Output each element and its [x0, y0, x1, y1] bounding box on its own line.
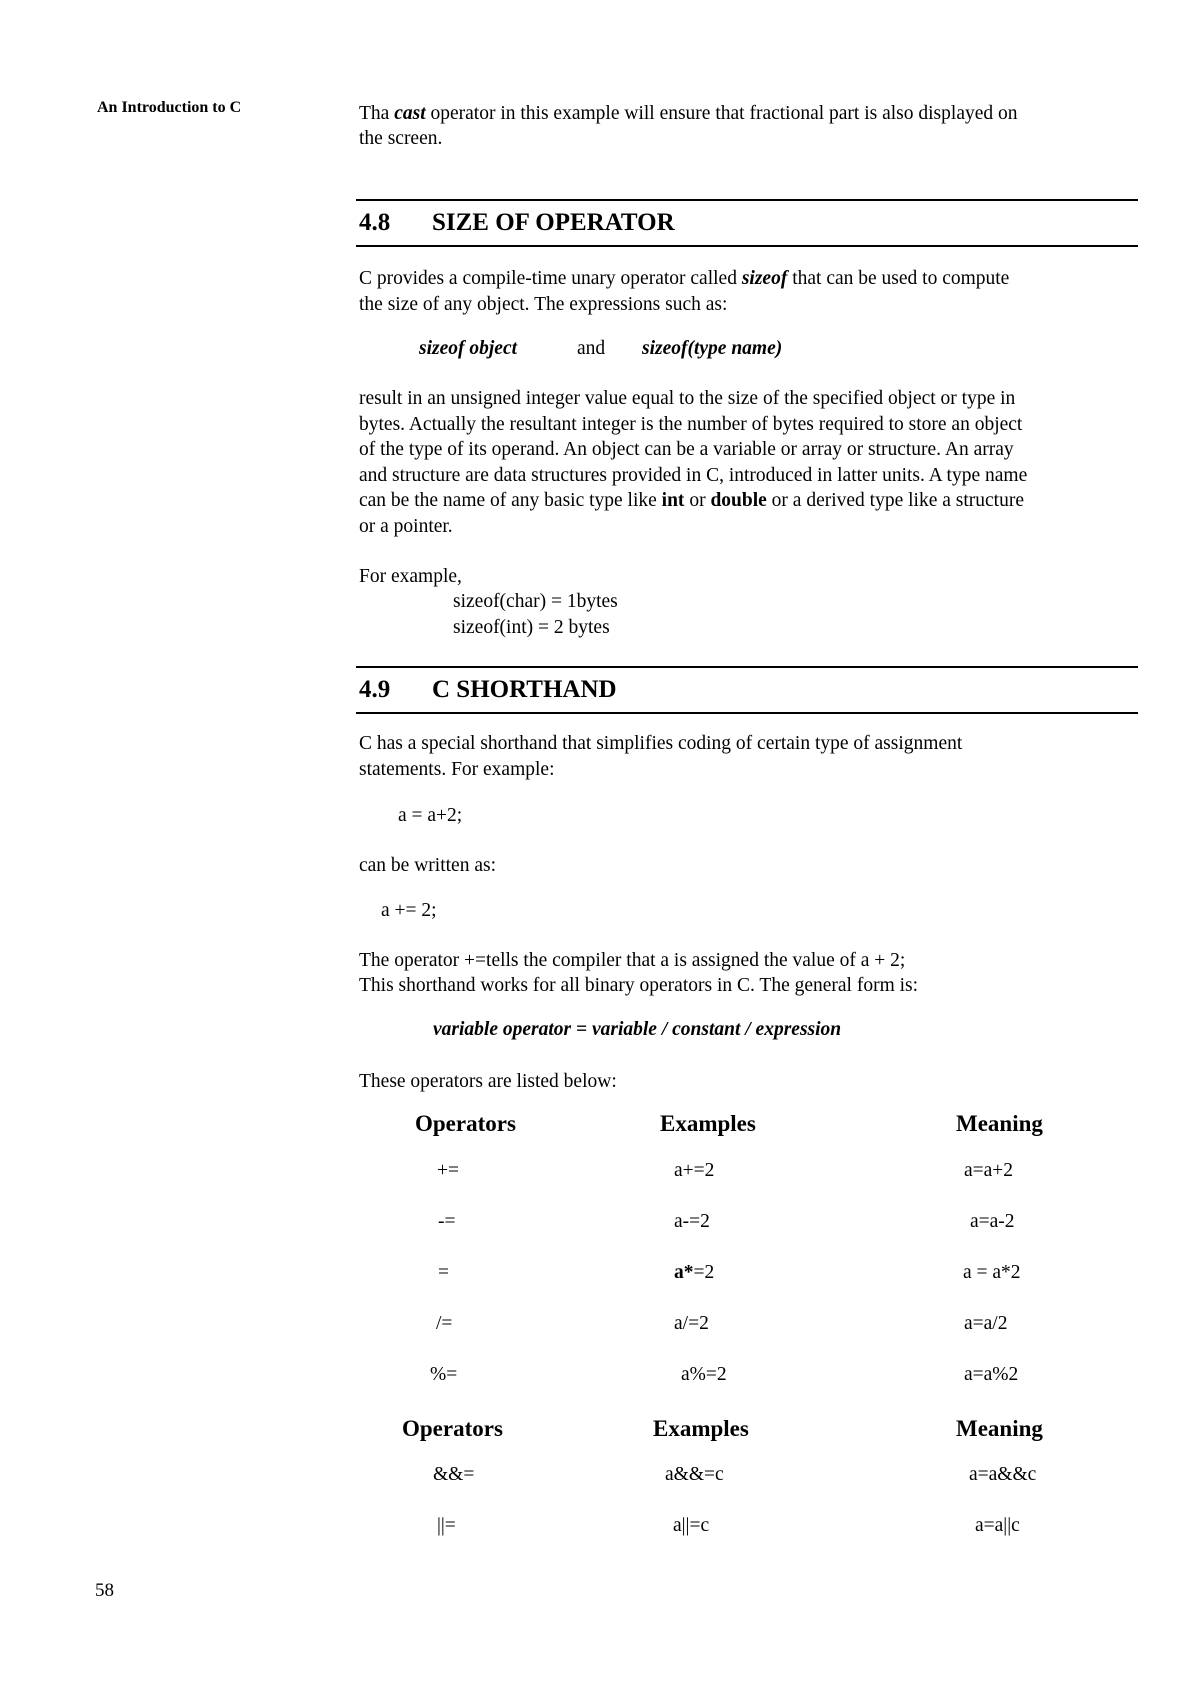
- operator-para-line-2: This shorthand works for all binary operators in C. The general form is:: [359, 975, 919, 996]
- table-header-examples: Examples: [653, 1416, 749, 1441]
- section-heading-4-8: [359, 209, 675, 237]
- int-keyword: int: [661, 490, 685, 511]
- table-cell-example: a&&=c: [665, 1464, 724, 1485]
- code-example-1: a = a+2;: [398, 805, 463, 826]
- table-header-operators: Operators: [402, 1416, 503, 1441]
- operator-para-line-1: The operator +=tells the compiler that a is assigned the value of a + 2;: [359, 950, 906, 971]
- can-be-written-text: can be written as:: [359, 855, 496, 876]
- sizeof-para-line-1: [359, 268, 1009, 290]
- result-para-line-2: bytes. Actually the resultant integer is the number of bytes required to store an object: [359, 414, 1023, 435]
- result-para-line-1: result in an unsigned integer value equal to the size of the specified object or type in: [359, 388, 1016, 409]
- table-cell-example: [674, 1262, 714, 1284]
- table-header-examples: Examples: [660, 1111, 756, 1136]
- sizeof-para-line-2: the size of any object. The expressions such as:: [359, 294, 728, 315]
- result-para-line-5: [359, 490, 1024, 512]
- table-header-meaning: Meaning: [956, 1416, 1043, 1441]
- example-label: For example,: [359, 566, 462, 587]
- expression-and: and: [577, 338, 606, 359]
- section-number: 4.8: [359, 209, 391, 236]
- intro-line-2: the screen.: [359, 128, 443, 149]
- section-title: SIZE OF OPERATOR: [432, 209, 675, 236]
- table-cell-example: a/=2: [674, 1313, 709, 1334]
- table-cell-meaning: a=a%2: [964, 1364, 1019, 1385]
- page-number: 58: [95, 1580, 114, 1601]
- example-sizeof-char: sizeof(char) = 1bytes: [453, 591, 618, 612]
- section-rule-bottom: [356, 245, 1138, 247]
- table-cell-example: a+=2: [674, 1160, 715, 1181]
- table-header-operators: Operators: [415, 1111, 516, 1136]
- section-title: C SHORTHAND: [432, 676, 617, 703]
- table-cell-operator: +=: [437, 1160, 459, 1181]
- general-form: variable operator = variable / constant / expression: [433, 1019, 842, 1040]
- section-rule-top: [356, 666, 1138, 668]
- expression-sizeof-object: sizeof object: [419, 338, 518, 359]
- result-para-line-3: of the type of its operand. An object can be a variable or array or structure. An array: [359, 439, 1014, 460]
- table-cell-operator: %=: [430, 1364, 458, 1385]
- intro-text-b: operator in this example will ensure that fractional part is also displayed on: [425, 103, 1018, 124]
- table-cell-operator: =: [438, 1262, 449, 1283]
- intro-line-1: [359, 103, 1018, 125]
- code-example-2: a += 2;: [381, 900, 437, 921]
- shorthand-para-line-2: statements. For example:: [359, 759, 555, 780]
- text-span: a*: [674, 1262, 694, 1283]
- table-cell-operator: ||=: [437, 1515, 456, 1536]
- sizeof-term: sizeof: [741, 268, 788, 289]
- section-number: 4.9: [359, 676, 391, 703]
- result-para-line-6: or a pointer.: [359, 516, 453, 537]
- text-span: that can be used to compute: [787, 268, 1010, 289]
- shorthand-para-line-1: C has a special shorthand that simplifies coding of certain type of assignment: [359, 733, 963, 754]
- table-cell-operator: &&=: [433, 1464, 475, 1485]
- table-cell-meaning: a=a-2: [970, 1211, 1015, 1232]
- running-head: An Introduction to C: [97, 99, 242, 116]
- table-cell-example: a||=c: [673, 1515, 710, 1536]
- table-cell-operator: -=: [438, 1211, 456, 1232]
- table-cell-meaning: a=a+2: [964, 1160, 1014, 1181]
- text-span: can be the name of any basic type like: [359, 490, 662, 511]
- double-keyword: double: [710, 490, 767, 511]
- table-cell-meaning: a=a||c: [975, 1515, 1020, 1536]
- table-cell-meaning: a = a*2: [963, 1262, 1021, 1283]
- intro-text-a: Tha: [359, 103, 395, 124]
- section-rule-bottom: [356, 712, 1138, 714]
- table-cell-meaning: a=a&&c: [969, 1464, 1037, 1485]
- example-sizeof-int: sizeof(int) = 2 bytes: [453, 617, 610, 638]
- table-cell-operator: /=: [436, 1313, 453, 1334]
- result-para-line-4: and structure are data structures provided in C, introduced in latter units. A type name: [359, 465, 1028, 486]
- table-cell-example: a-=2: [674, 1211, 710, 1232]
- cast-term: cast: [394, 103, 426, 124]
- table-header-meaning: Meaning: [956, 1111, 1043, 1136]
- table-cell-meaning: a=a/2: [964, 1313, 1008, 1334]
- table-cell-example: a%=2: [681, 1364, 727, 1385]
- text-span: or a derived type like a structure: [766, 490, 1024, 511]
- text-span: C provides a compile-time unary operator called: [359, 268, 742, 289]
- text-span: or: [684, 490, 711, 511]
- text-span: =2: [693, 1262, 715, 1283]
- expression-sizeof-type: sizeof(type name): [642, 338, 783, 359]
- operators-listed-text: These operators are listed below:: [359, 1071, 617, 1092]
- section-rule-top: [356, 199, 1138, 201]
- section-heading-4-9: [359, 676, 617, 704]
